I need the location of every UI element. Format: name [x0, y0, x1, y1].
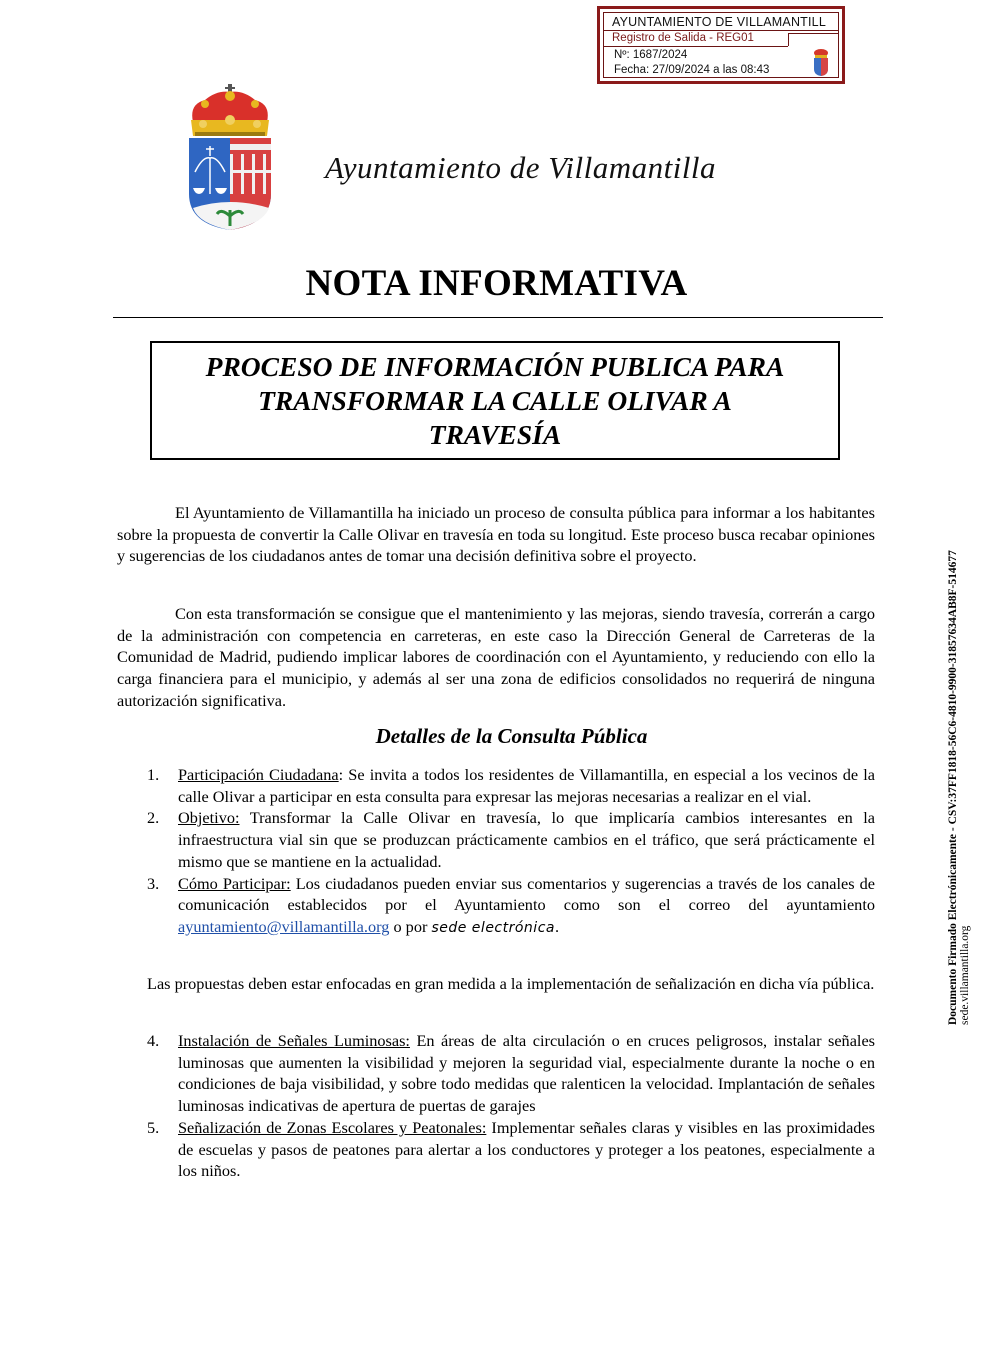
list-item-text: o por	[389, 916, 432, 936]
list-item-lead: Señalización de Zonas Escolares y Peatonales:	[178, 1117, 487, 1137]
list-item-text: Los ciudadanos pueden enviar sus comentarios y sugerencias a través de los canales de comunicación establecidos por el Ayuntamiento como son el correo del ayuntamiento	[178, 873, 875, 915]
transformation-paragraph: Con esta transformación se consigue que el mantenimiento y las mejoras, siendo travesía, correrán a cargo de la administración con competencia en carreteras, en este caso la Dirección General de Carreteras de la Comunidad de Madrid, pudiendo implicar labores de coordinación con el Ayuntamiento, y reduciendo con ello la carga financiera para el municipio, y además al ser una zona de edificios consolidados no requerirá de ninguna autorización significativa.	[117, 604, 875, 710]
subject-line: TRANSFORMAR LA CALLE OLIVAR A	[258, 385, 732, 416]
consultation-details-list	[117, 764, 875, 940]
organization-name: Ayuntamiento de Villamantilla	[325, 150, 717, 185]
list-item	[117, 807, 875, 872]
registry-stamp	[597, 6, 845, 84]
signature-label: Documento Firmado Electrónicamente	[947, 834, 959, 1025]
stamp-divider	[788, 33, 838, 34]
list-item-lead: Participación Ciudadana	[178, 765, 339, 784]
list-item	[117, 1117, 875, 1182]
list-item-text: Implementar señales claras y visibles en las proximidades de escuelas y pasos de peatones para alertar a los conductores y proteger a los peatones, especialmente a los niños.	[178, 1117, 876, 1181]
subject-line: TRAVESÍA	[428, 419, 562, 450]
list-item-lead: Instalación de Señales Luminosas:	[178, 1031, 410, 1050]
stamp-date: Fecha: 27/09/2024 a las 08:43	[614, 64, 770, 76]
proposals-paragraph: Las propuestas deben estar enfocadas en gran medida a la implementación de señalización en dicha vía pública.	[147, 974, 875, 993]
list-item-lead: Objetivo:	[178, 808, 240, 828]
intro-paragraph: El Ayuntamiento de Villamantilla ha iniciado un proceso de consulta pública para informar a los habitantes sobre la propuesta de convertir la Calle Olivar en travesía en toda su longitud. Este proceso busca recabar opiniones y sugerencias de los ciudadanos antes de tomar una decisión definitiva sobre el proyecto.	[117, 503, 875, 566]
list-item-end: .	[554, 916, 560, 936]
subject-line: PROCESO DE INFORMACIÓN PUBLICA PARA	[205, 351, 785, 382]
stamp-organization: AYUNTAMIENTO DE VILLAMANTILL	[612, 15, 826, 29]
mini-coat-of-arms-icon	[812, 47, 830, 77]
stamp-divider	[604, 30, 838, 31]
signature-csv: - CSV:37FF1818-56C6-4810-9900-3185763​4AB8F-514677	[947, 550, 959, 835]
signage-proposals-list	[117, 1030, 875, 1182]
sede-electronica-text: sede electrónica	[431, 919, 555, 936]
list-item-text: : Se invita a todos los residentes de Villamantilla, en especial a los vecinos de la calle Olivar a participar en esta consulta para expresar las mejoras necesarias a realizar en el vial.	[178, 765, 875, 806]
stamp-inner-border	[603, 12, 839, 78]
stamp-divider	[788, 33, 789, 46]
list-item-lead: Cómo Participar:	[178, 873, 291, 893]
list-item-number: 2.	[147, 808, 160, 828]
electronic-signature	[947, 550, 971, 1025]
list-item	[117, 764, 875, 807]
list-item-number: 5.	[147, 1117, 160, 1137]
document-title: NOTA INFORMATIVA	[305, 263, 688, 304]
section-heading: Detalles de la Consulta Pública	[375, 724, 648, 748]
signature-site: sede.villamantilla.org	[959, 925, 971, 1025]
subject-box	[150, 341, 840, 460]
stamp-registry: Registro de Salida - REG01	[612, 32, 754, 44]
list-item	[117, 873, 875, 940]
list-item-text: Transformar la Calle Olivar en travesía, lo que implicaría cambios interesantes en la infraestructura vial sin que se produzcan prácticamente cambios en el tráfico, que será prácticamente el mismo que se mantiene en la actualidad.	[178, 808, 875, 871]
title-divider	[113, 317, 883, 318]
stamp-number: Nº: 1687/2024	[614, 49, 688, 61]
coat-of-arms-icon	[183, 84, 277, 232]
list-item-number: 1.	[147, 765, 160, 784]
list-item-number: 4.	[147, 1031, 160, 1050]
stamp-divider	[604, 46, 788, 47]
list-item	[117, 1030, 875, 1117]
list-item-text: En áreas de alta circulación o en cruces peligrosos, instalar señales luminosas que aumenten la visibilidad y mejoren la seguridad vial, especialmente durante la noche o en condiciones de baja visibilidad, y sobre todo medidas que ralenticen la velocidad. Implantación de señales luminosas indicativas de apertura de puertas de garajes	[178, 1031, 876, 1116]
list-item-number: 3.	[147, 873, 160, 893]
email-link[interactable]: ayuntamiento@villamantilla.org	[178, 916, 390, 936]
